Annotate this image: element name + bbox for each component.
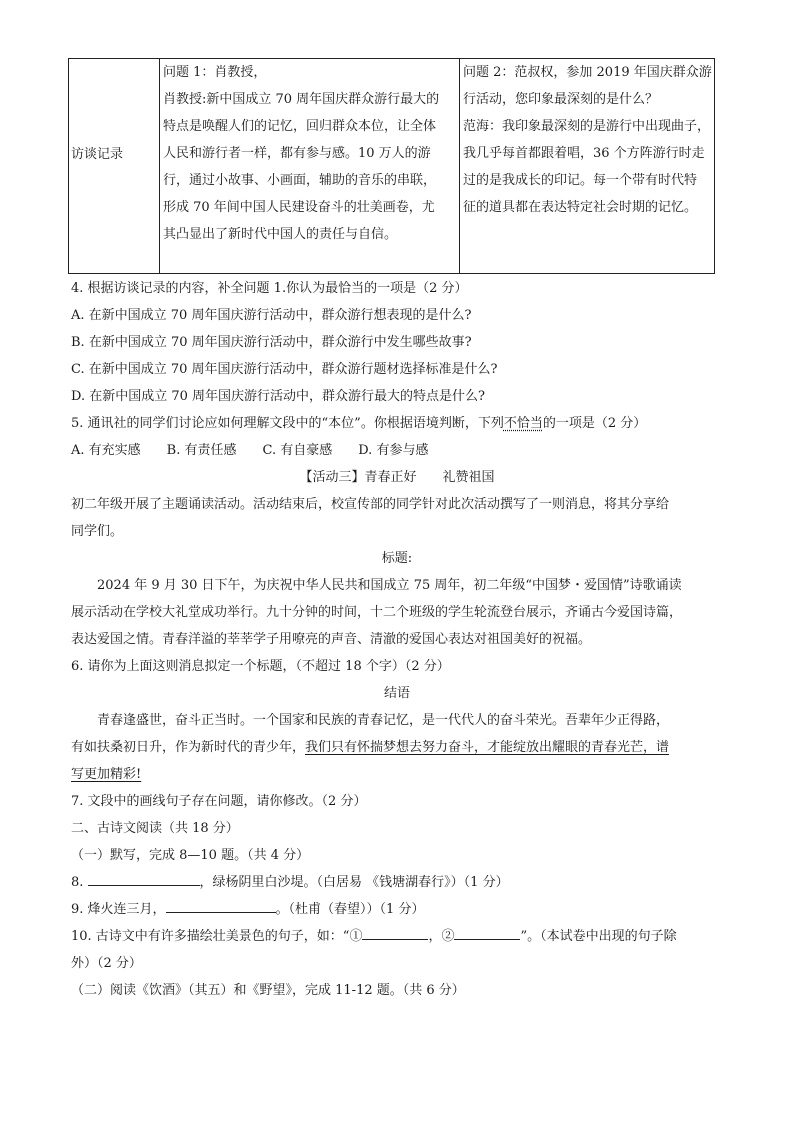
underlined-sentence: 我们只有怀揣梦想去努力奋斗，才能绽放出耀眼的青春光芒，谱 (305, 740, 670, 755)
q2-line: 征的道具都在表达特定社会时期的记忆。 (463, 200, 698, 215)
activity-3-heading: 【活动三】青春正好 礼赞祖国 (299, 470, 495, 485)
q5-stem-emphasis: 不恰当 (503, 416, 543, 431)
q1-line: 问题 1：肖教授， (163, 65, 267, 80)
q10-part-b: ，② (428, 929, 455, 944)
q2-line: 过的是我成长的印记。每一个带有时代特 (463, 173, 698, 188)
table-label-cell (69, 59, 160, 274)
activity-3-intro-line1: 初二年级开展了主题诵读活动。活动结束后，校宣传部的同学针对此次活动撰写了一则消息，将其分享给 (71, 497, 670, 512)
q5-stem-before: 5. 通讯社的同学们讨论应如何理解文段中的“本位”。你根据语境判断，下列 (71, 416, 504, 431)
q2-line: 问题 2：范叔权，参加 2019 年国庆群众游 (463, 65, 712, 80)
section-2-sub2: （二）阅读《饮酒》（其五）和《野望》，完成 11-12 题。（共 6 分） (71, 983, 465, 998)
question-4-option-d: D. 在新中国成立 70 周年国庆游行活动中，群众游行最大的特点是什么? (71, 389, 486, 404)
question-5-options: A. 有充实感 B. 有责任感 C. 有自豪感 D. 有参与感 (71, 443, 429, 458)
conclusion-line1: 青春逢盛世，奋斗正当时。一个国家和民族的青春记忆，是一代代人的奋斗荣光。吾辈年少正得路， (71, 713, 670, 728)
q1-line: 特点是唤醒人们的记忆，回归群众本位，让全体 (163, 119, 437, 134)
conclusion-heading: 结语 (383, 686, 410, 701)
question-8 (71, 871, 509, 890)
news-title-label: 标题: (381, 551, 413, 566)
q9-prefix: 9. 烽火连三月， (71, 902, 166, 917)
q1-line: 行，通过小故事、小画面，辅助的音乐的串联， (163, 173, 437, 188)
q10-answer-blank-2[interactable] (454, 927, 520, 940)
q8-answer-blank[interactable] (88, 873, 200, 886)
news-body-line: 展示活动在学校大礼堂成功举行。九十分钟的时间，十二个班级的学生轮流登台展示，齐诵古今爱国诗篇， (71, 605, 683, 620)
q1-line: 其凸显出了新时代中国人的责任与自信。 (163, 227, 398, 242)
section-2-heading: 二、古诗文阅读（共 18 分） (71, 821, 239, 836)
question-1-cell (160, 59, 460, 274)
question-9 (71, 898, 424, 917)
underlined-sentence-end: 写更加精彩! (71, 767, 142, 782)
question-10-line1 (71, 925, 677, 944)
news-body-line: 2024 年 9 月 30 日下午，为庆祝中华人民共和国成立 75 周年，初二年级“中国梦・爱国情”诗歌诵读 (71, 578, 682, 593)
question-10-line2: 外）（2 分） (71, 956, 142, 971)
section-2-sub1: （一）默写，完成 8—10 题。（共 4 分） (71, 848, 310, 863)
question-4-option-b: B. 在新中国成立 70 周年国庆游行活动中，群众游行中发生哪些故事? (71, 335, 472, 350)
q1-line: 肖教授:新中国成立 70 周年国庆群众游行最大的 (163, 92, 440, 107)
q2-line: 范海：我印象最深刻的是游行中出现曲子， (463, 119, 711, 134)
q2-line: 行活动，您印象最深刻的是什么？ (463, 92, 659, 107)
q2-line: 我几乎每首都跟着唱，36 个方阵游行时走 (463, 146, 705, 161)
q1-line: 人民和游行者一样，都有参与感。10 万人的游 (163, 146, 431, 161)
table-label: 访谈记录 (71, 146, 124, 162)
q8-suffix: ，绿杨阴里白沙堤。（白居易 《钱塘湖春行》）（1 分） (199, 875, 509, 890)
q10-part-a: 10. 古诗文中有许多描绘壮美景色的句子，如：“① (71, 929, 363, 944)
question-4-option-a: A. 在新中国成立 70 周年国庆游行活动中，群众游行想表现的是什么? (71, 308, 472, 323)
question-2-cell (460, 59, 715, 274)
conclusion-line3 (71, 763, 141, 782)
q10-answer-blank-1[interactable] (362, 927, 428, 940)
interview-record-table (68, 58, 715, 274)
question-6-stem: 6. 请你为上面这则消息拟定一个标题，（不超过 18 个字）（2 分） (71, 659, 450, 674)
activity-3-intro-line2: 同学们。 (71, 524, 124, 539)
question-5-stem (71, 412, 646, 431)
q9-answer-blank[interactable] (166, 900, 276, 913)
conclusion-line2 (71, 736, 669, 755)
news-body-line: 表达爱国之情。青春洋溢的莘莘学子用嘹亮的声音、清澈的爱国心表达对祖国美好的祝福。 (71, 632, 592, 647)
question-4-stem: 4. 根据访谈记录的内容，补全问题 1.你认为最恰当的一项是（2 分） (71, 281, 468, 296)
question-7-stem: 7. 文段中的画线句子存在问题，请你修改。（2 分） (71, 794, 367, 809)
q9-suffix: 。（杜甫（春望））（1 分） (275, 902, 425, 917)
question-4-option-c: C. 在新中国成立 70 周年国庆游行活动中，群众游行题材选择标准是什么? (71, 362, 498, 377)
q1-line: 形成 70 年间中国人民建设奋斗的壮美画卷，尤 (163, 200, 435, 215)
q8-prefix: 8. (71, 875, 88, 890)
conclusion-line2-plain: 有如扶桑初日升，作为新时代的青少年， (71, 740, 306, 755)
q5-stem-after: 的一项是（2 分） (542, 416, 647, 431)
q10-part-c: ”。（本试卷中出现的句子除 (520, 929, 677, 944)
